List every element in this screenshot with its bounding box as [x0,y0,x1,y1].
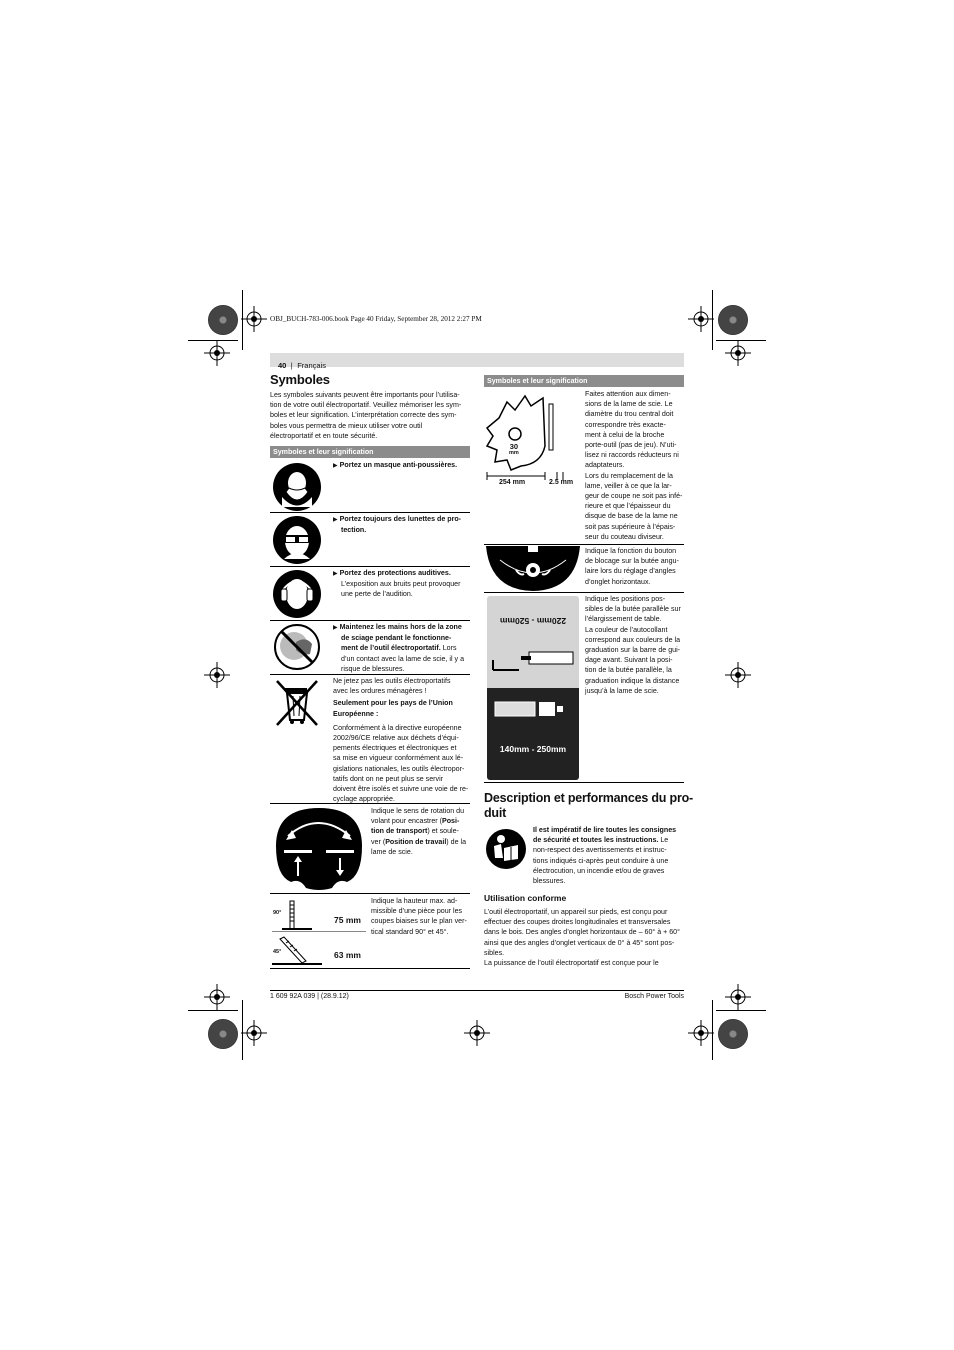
intro-line: tion de votre outil électroportatif. Veuillez mémoriser les sym- [270,401,462,410]
row-ear-text: ▶ Portez des protections auditives. L’exposition aux bruits peut provoquer une perte de l’audition. [333,569,461,599]
knob-text: Indique la fonction du bouton de blocage sur la butée angu- laire lors du réglage d’angles d’onglet horizontaux. [585,547,679,586]
blade-diameter-label: 254 mm [499,479,526,486]
footer-right: Bosch Power Tools [624,993,684,1000]
fence-range-top: 220mm - 520mm [499,616,567,626]
registration-mark-icon [725,662,751,688]
footer-rule [270,990,684,991]
angle-90-label: 90° [273,910,282,916]
row-hands-text: ▶ Maintenez les mains hors de la zone de sciage pendant le fonctionne- ment de l’outil électroportatif. Lors d’un contact avec la lame de scie, il y a risque de blessures. [333,623,465,673]
footer-left: 1 609 92A 039 | (28.9.12) [270,993,349,1000]
registration-mark-icon [241,306,267,332]
fence-text: Indique les positions pos- sibles de la butée parallèle sur l’élargissement de table. La couleur de l’autocollant correspond aux couleurs de la graduation sur la barre de gui- dage avant. Suivant la posi- tion de la butée parallèle, la graduation indique la distance jusqu’à la lame de scie. [585,595,681,695]
crossed-bin-icon [274,678,320,728]
locking-knob-icon [486,546,580,592]
saw-blade-dimensions-icon [485,388,580,488]
row-glasses-text: ▶ Portez toujours des lunettes de pro- tection. [333,515,462,535]
angle-45-label: 45° [273,949,282,955]
blade-bore-label: 30 mm [509,442,519,456]
height-90-value: 75 mm [334,915,361,925]
registration-mark-icon [464,1020,490,1046]
fence-positions-icon [487,596,579,780]
header-language: Français [297,361,326,370]
dust-mask-icon [272,462,322,512]
color-dial-icon [718,305,748,335]
ear-protection-icon [272,569,322,619]
table-header-left: Symboles et leur signification [270,446,470,458]
intro-line: boles vous permettra de mieux utiliser votre outil [270,421,423,430]
registration-mark-icon [688,1020,714,1046]
page-header [270,353,684,370]
height-45-value: 63 mm [334,950,361,960]
registration-mark-icon [241,1020,267,1046]
no-hands-saw-icon [272,622,322,672]
registration-mark-icon [725,984,751,1010]
registration-mark-icon [725,340,751,366]
intro-line: électroportatif et en toute sécurité. [270,431,378,440]
subtitle-utilisation: Utilisation conforme [484,893,567,903]
row-mask-text: ▶ Portez un masque anti-poussières. [333,461,458,469]
registration-mark-icon [204,662,230,688]
intro-line: Les symboles suivants peuvent être importants pour l’utilisa- [270,391,460,399]
blade-text: Faites attention aux dimen- sions de la lame de scie. Le diamètre du trou central doit correspondre très exacte- ment à celui de la broche porte-outil (pas de jeu). N’uti- lisez ni raccords réducteurs ni adaptateurs. Lors du remplacement de la lame, veiller à ce que la lar- geur de coupe ne soit pas infé- rieure et que l’épaisseur du disque de base de la lame ne soit pas supérieure à l’épais- seur du couteau diviseur. [585,390,683,541]
row-weee-text: Ne jetez pas les outils électroportatifs avec les ordures ménagères ! Seulement pour les pays de l’Union Européenne : Conformément à la directive européenne 2002/96/CE relative aux déchets d’équi- pements électriques et électroniques et sa mise en vigueur conformément aux lé- gislations nationales, les outils électropor- tatifs dont on ne peut plus se servir doivent être isolés et suivre une voie de re- cyclage appropriée. [333,677,469,804]
table-header-right: Symboles et leur signification [484,375,684,387]
color-dial-icon [208,305,238,335]
color-dial-icon [208,1019,238,1049]
blade-thickness-label: 2.5 mm [549,479,574,486]
intro-line: boles et leur signification. L’interprétation correcte des sym- [270,411,457,420]
read-manual-icon [485,828,527,870]
fence-range-bottom: 140mm - 250mm [499,744,567,754]
registration-mark-icon [688,306,714,332]
utilisation-text: L’outil électroportatif, un appareil sur pieds, est conçu pour effectuer des coupes droites longitudinales et transversales dans le bois. Des angles d’onglet horizontaux de – 60° à + 60° ainsi que des angles d’onglet verticaux de 0° à 45° sont pos- sibles. La puissance de l’outil électroportatif est conçue pour le [484,908,680,968]
row-rotation-text: Indique le sens de rotation du volant pour encastrer (Posi- tion de transport) et soule- ver (Position de travail) de la lame de scie. [371,807,467,856]
book-info-line: OBJ_BUCH-783-006.book Page 40 Friday, September 28, 2012 2:27 PM [270,315,482,323]
registration-mark-icon [204,984,230,1010]
section-title-symboles: Symboles [270,372,330,387]
row-height-text: Indique la hauteur max. ad- missible d’une pièce pour les coupes biaises sur le plan ver- tical standard 90° et 45°. [371,897,467,936]
header-separator: | [290,361,293,370]
symboles-intro [270,390,475,441]
page-number: 40 [278,361,287,370]
safety-glasses-icon [272,515,322,565]
section-title-description: Description et performances du pro- duit [484,791,694,820]
safety-warning-text: Il est impératif de lire toutes les consignes de sécurité et toutes les instructions. Le non-respect des avertissements et instruc- tions indiqués ci-après peut conduire à une électrocution, un incendie et/ou de graves blessures. [533,826,677,886]
color-dial-icon [718,1019,748,1049]
registration-mark-icon [204,340,230,366]
blade-rotation-icon [272,806,366,892]
